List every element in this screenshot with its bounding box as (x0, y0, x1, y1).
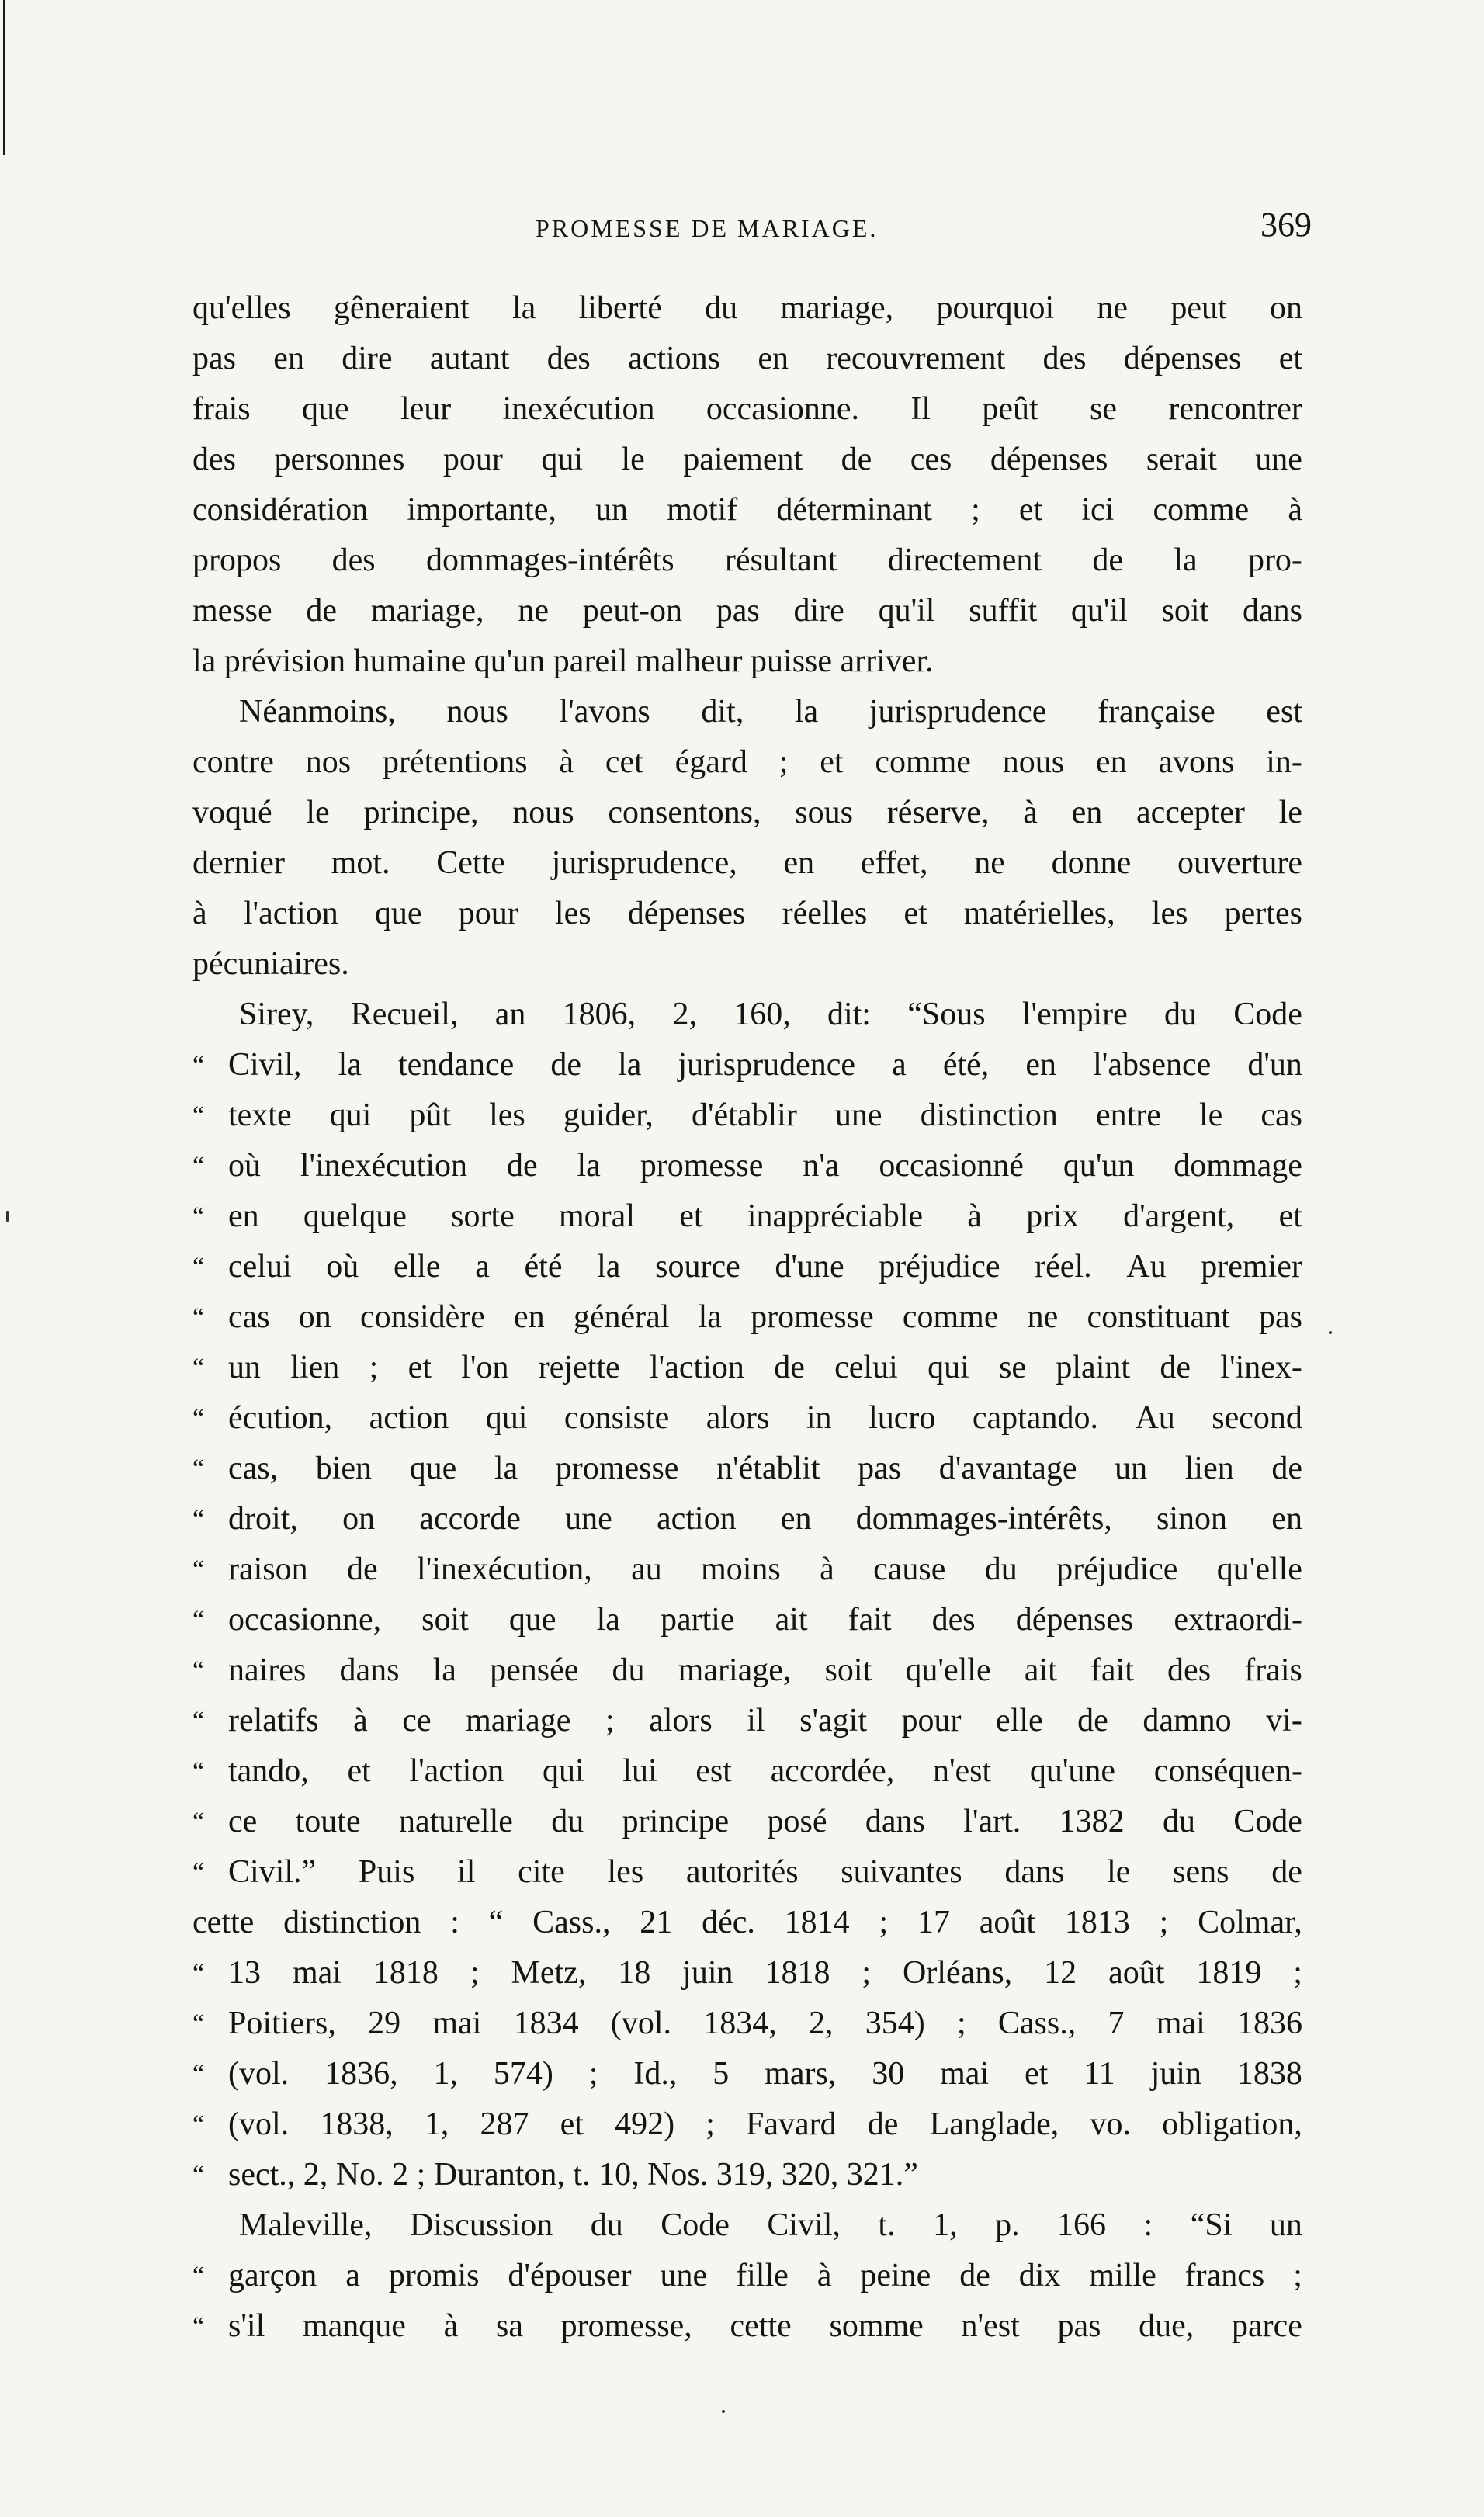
text-line (192, 1948, 1302, 1999)
quote-mark: “ (192, 1354, 205, 1382)
text-line (192, 2099, 1302, 2150)
line-text: contre nos prétentions à cet égard ; et comme nous en avons in- (192, 744, 1302, 780)
quote-mark: “ (192, 1656, 205, 1685)
quote-mark: “ (192, 2060, 205, 2089)
quote-mark: “ (192, 1858, 205, 1887)
line-text: (vol. 1836, 1, 574) ; Id., 5 mars, 30 mai et 11 juin 1838 (228, 2056, 1302, 2092)
text-line (192, 1343, 1302, 1393)
line-text: s'il manque à sa promesse, cette somme n'est pas due, parce (228, 2308, 1302, 2344)
body-text (192, 283, 1302, 2352)
text-line (192, 990, 1302, 1040)
line-text: cas, bien que la promesse n'établit pas d'avantage un lien de (228, 1451, 1302, 1486)
line-text: propos des dommages-intérêts résultant directement de la pro- (192, 543, 1302, 578)
line-text: naires dans la pensée du mariage, soit qu'elle ait fait des frais (228, 1652, 1302, 1688)
text-line (192, 889, 1302, 939)
text-line (192, 1141, 1302, 1191)
text-line (192, 636, 1302, 687)
scan-mark (6, 1211, 9, 1222)
quote-mark: “ (192, 2110, 205, 2139)
line-text: celui où elle a été la source d'une préjudice réel. Au premier (228, 1249, 1302, 1285)
quote-mark: “ (192, 2161, 205, 2189)
line-text: en quelque sorte moral et inappréciable à prix d'argent, et (228, 1198, 1302, 1234)
quote-mark: “ (192, 1404, 205, 1433)
page-edge-line (3, 0, 5, 155)
text-line (192, 687, 1302, 737)
line-text: pas en dire autant des actions en recouvrement des dépenses et (192, 341, 1302, 376)
quote-mark: “ (192, 2262, 205, 2290)
line-text: des personnes pour qui le paiement de ces dépenses serait une (192, 442, 1302, 477)
running-title: PROMESSE DE MARIAGE. (536, 214, 879, 242)
text-line (192, 1242, 1302, 1292)
text-line (192, 1292, 1302, 1343)
page-number: 369 (1260, 206, 1312, 244)
text-line (192, 1595, 1302, 1645)
text-line (192, 586, 1302, 636)
text-line (192, 334, 1302, 384)
quote-mark: “ (192, 2009, 205, 2038)
text-line (192, 1090, 1302, 1141)
line-text: garçon a promis d'épouser une fille à peine de dix mille francs ; (228, 2258, 1302, 2293)
text-line (192, 1898, 1302, 1948)
line-text: qu'elles gêneraient la liberté du mariage, pourquoi ne peut on (192, 290, 1302, 326)
quote-mark: “ (192, 1808, 205, 1836)
text-line (192, 939, 1302, 990)
line-text: (vol. 1838, 1, 287 et 492) ; Favard de Langlade, vo. obligation, (228, 2106, 1302, 2142)
text-line (192, 1696, 1302, 1746)
scan-speck (1329, 1331, 1332, 1334)
page-header (186, 206, 1312, 256)
line-text: frais que leur inexécution occasionne. Il peût se rencontrer (192, 391, 1302, 427)
text-line (192, 2251, 1302, 2301)
text-line (192, 435, 1302, 485)
line-text: Maleville, Discussion du Code Civil, t. 1, p. 166 : “Si un (239, 2207, 1302, 2243)
quote-mark: “ (192, 1606, 205, 1635)
text-line (192, 1393, 1302, 1444)
quote-mark: “ (192, 1253, 205, 1281)
line-text: Sirey, Recueil, an 1806, 2, 160, dit: “Sous l'empire du Code (239, 997, 1302, 1032)
quote-mark: “ (192, 1101, 205, 1130)
line-text: la prévision humaine qu'un pareil malheur puisse arriver. (192, 643, 934, 679)
text-line (192, 788, 1302, 838)
text-line (192, 1746, 1302, 1797)
line-text: relatifs à ce mariage ; alors il s'agit pour elle de damno vi- (228, 1703, 1302, 1739)
quote-mark: “ (192, 1959, 205, 1988)
text-line (192, 1797, 1302, 1847)
text-line (192, 2200, 1302, 2251)
line-text: où l'inexécution de la promesse n'a occasionné qu'un dommage (228, 1148, 1302, 1184)
text-line (192, 838, 1302, 889)
line-text: à l'action que pour les dépenses réelles et matérielles, les pertes (192, 896, 1302, 931)
line-text: texte qui pût les guider, d'établir une distinction entre le cas (228, 1097, 1302, 1133)
text-line (192, 1494, 1302, 1545)
quote-mark: “ (192, 2312, 205, 2341)
text-line (192, 1191, 1302, 1242)
line-text: dernier mot. Cette jurisprudence, en effet, ne donne ouverture (192, 845, 1302, 881)
line-text: Civil.” Puis il cite les autorités suivantes dans le sens de (228, 1854, 1302, 1890)
line-text: ce toute naturelle du principe posé dans l'art. 1382 du Code (228, 1804, 1302, 1839)
text-line (192, 536, 1302, 586)
quote-mark: “ (192, 1707, 205, 1735)
text-line (192, 1040, 1302, 1090)
text-line (192, 2049, 1302, 2099)
line-text: occasionne, soit que la partie ait fait des dépenses extraordi- (228, 1602, 1302, 1638)
quote-mark: “ (192, 1555, 205, 1584)
line-text: voqué le principe, nous consentons, sous réserve, à en accepter le (192, 795, 1302, 830)
quote-mark: “ (192, 1303, 205, 1332)
line-text: Néanmoins, nous l'avons dit, la jurisprudence française est (239, 694, 1302, 730)
text-line (192, 2301, 1302, 2352)
line-text: cette distinction : “ Cass., 21 déc. 1814 ; 17 août 1813 ; Colmar, (192, 1905, 1302, 1940)
quote-mark: “ (192, 1505, 205, 1534)
line-text: Civil, la tendance de la jurisprudence a été, en l'absence d'un (228, 1047, 1302, 1083)
text-line (192, 1545, 1302, 1595)
text-line (192, 1645, 1302, 1696)
text-line (192, 283, 1302, 334)
text-line (192, 1444, 1302, 1494)
text-line (192, 1847, 1302, 1898)
line-text: écution, action qui consiste alors in lucro captando. Au second (228, 1400, 1302, 1436)
text-line (192, 737, 1302, 788)
line-text: Poitiers, 29 mai 1834 (vol. 1834, 2, 354) ; Cass., 7 mai 1836 (228, 2006, 1302, 2041)
line-text: droit, on accorde une action en dommages-intérêts, sinon en (228, 1501, 1302, 1537)
quote-mark: “ (192, 1202, 205, 1231)
quote-mark: “ (192, 1454, 205, 1483)
line-text: cas on considère en général la promesse comme ne constituant pas (228, 1299, 1302, 1335)
text-line (192, 384, 1302, 435)
line-text: sect., 2, No. 2 ; Duranton, t. 10, Nos. 319, 320, 321.” (228, 2157, 918, 2193)
line-text: 13 mai 1818 ; Metz, 18 juin 1818 ; Orléans, 12 août 1819 ; (228, 1955, 1302, 1991)
line-text: tando, et l'action qui lui est accordée, n'est qu'une conséquen- (228, 1753, 1302, 1789)
text-line (192, 485, 1302, 536)
line-text: messe de mariage, ne peut-on pas dire qu'il suffit qu'il soit dans (192, 593, 1302, 629)
line-text: un lien ; et l'on rejette l'action de celui qui se plaint de l'inex- (228, 1350, 1302, 1385)
scan-speck (722, 2410, 725, 2413)
line-text: raison de l'inexécution, au moins à cause du préjudice qu'elle (228, 1551, 1302, 1587)
text-line (192, 2150, 1302, 2200)
quote-mark: “ (192, 1152, 205, 1180)
text-line (192, 1999, 1302, 2049)
quote-mark: “ (192, 1051, 205, 1080)
line-text: considération importante, un motif déterminant ; et ici comme à (192, 492, 1302, 528)
quote-mark: “ (192, 1757, 205, 1786)
line-text: pécuniaires. (192, 946, 349, 982)
